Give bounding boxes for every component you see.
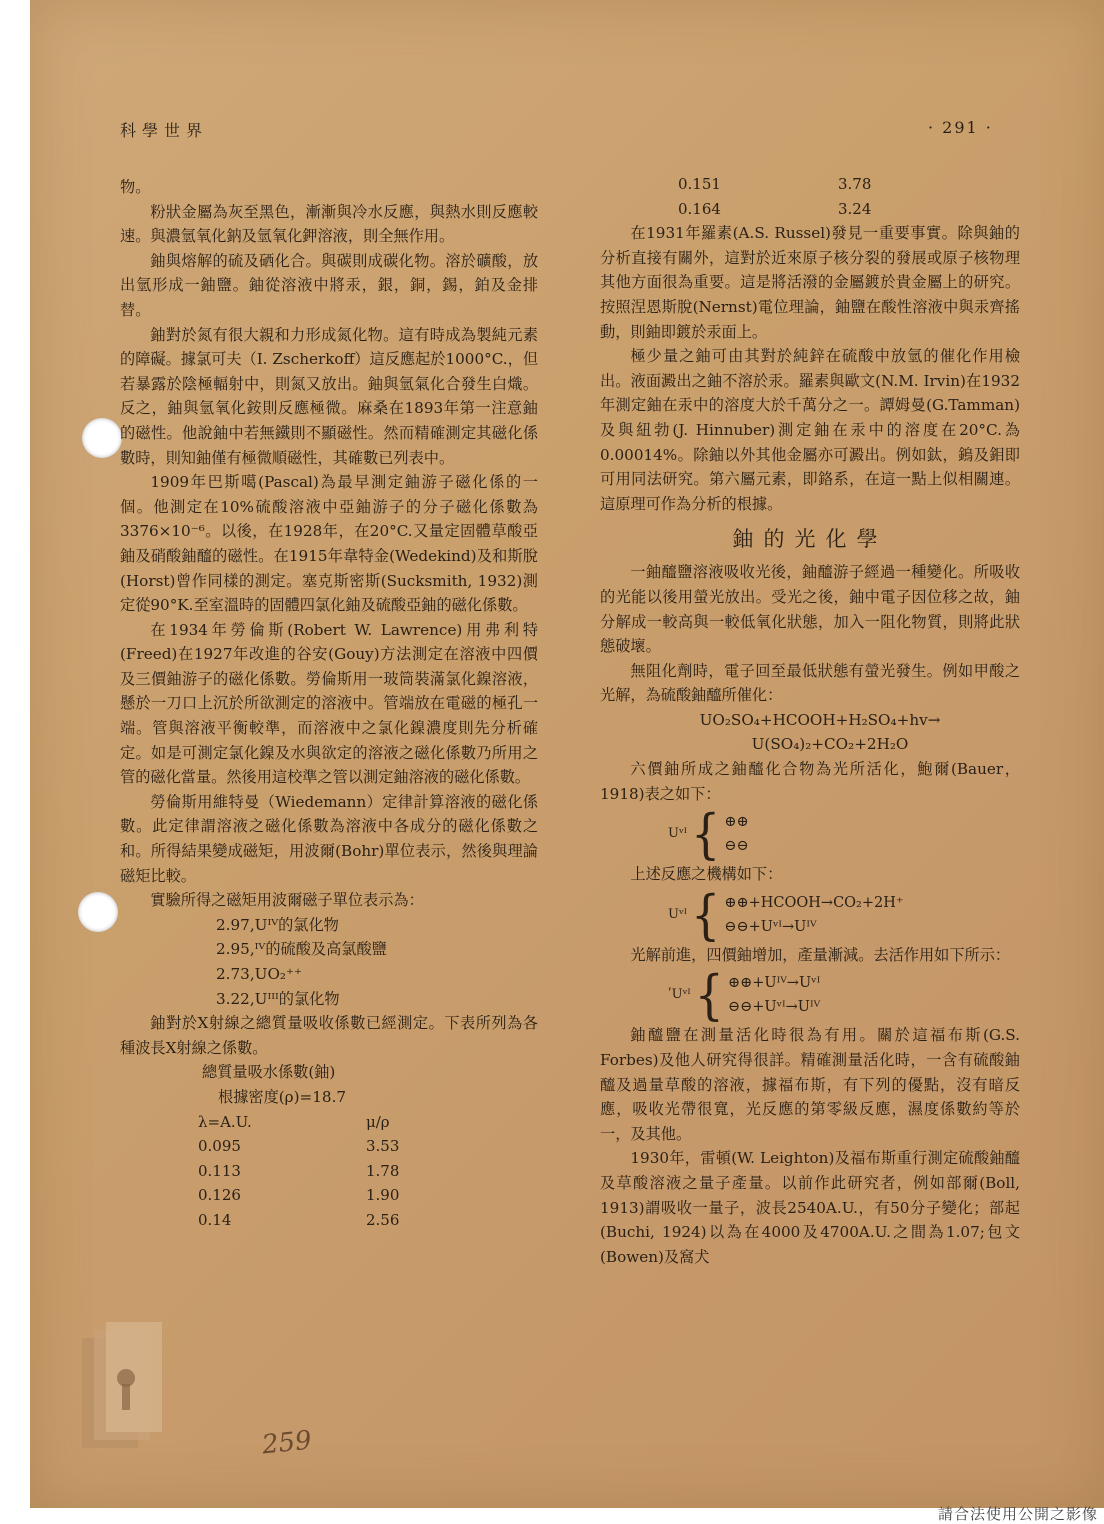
paragraph: 1909年巴斯噶(Pascal)為最早測定鈾游子磁化係的一個。他測定在10%硫酸溶液中亞鈾游子的分子磁化係數為3376×10⁻⁶。以後，在1928年，在20°C.又量定固體草酸亞鈾及硝酸鈾醯的磁性。在1915年韋特金(Wedekind)及和斯脫(Horst)曾作同樣的測定。塞克斯密斯(Sucksmith, 1932)測定從90°K.至室溫時的固體四氯化鈾及硫酸亞鈾的磁化係數。 [120, 473, 538, 615]
table-cell: 1.90 [366, 1186, 400, 1205]
table-header-cell: λ=A.U. [198, 1112, 252, 1131]
table-header-cell: μ/ρ [366, 1112, 390, 1131]
watermark: 請合法使用公開之影像 [937, 1505, 1098, 1523]
journal-title: 科學世界 [120, 121, 209, 140]
paragraph: 極少量之鈾可由其對於純鋅在硫酸中放氫的催化作用檢出。液面澱出之鈾不溶於汞。羅素與歐文(N.M. Irvin)在1932年測定鈾在汞中的溶度大於千萬分之一。譚姆曼(G.Tamman)及與紐勃(J. Hinnuber)測定鈾在汞中的溶度在20°C.為0.00014%。除鈾以外其他金屬亦可澱出。例如鈦，鎢及鉬即可用同法研究。第六屬元素，即鉻系，在這一點上似相關連。這原理可作為分析的根據。 [600, 347, 1020, 513]
table-cell: 0.113 [198, 1161, 241, 1180]
scheme-row: ⊖⊖+Uᵛᴵ→Uᴵⱽ [724, 918, 817, 935]
table-header-row [198, 1110, 399, 1135]
paragraph: 1930年，雷頓(W. Leighton)及福布斯重行測定硫酸鈾醯及草酸溶液之量子產量。以前作此研究者，例如部爾(Boll, 1913)謂吸收一量子，波長2540A.U.，有50分子變化；部起(Buchi, 1924)以為在4000及4700A.U.之間為1.07;包文(Bowen)及窩犬 [600, 1149, 1020, 1266]
paragraph: 鈾醯鹽在測量活化時很為有用。關於這福布斯(G.S. Forbes)及他人研究得很詳。精確測量活化時，一含有硫酸鈾醯及過量草酸的溶液，據福布斯，有下列的優點，沒有暗反應，吸收光帶很寬，光反應的第零級反應，濕度係數約等於一，及其他。 [600, 1026, 1020, 1143]
table-row [678, 197, 871, 222]
absorption-table [198, 1110, 399, 1233]
activation-scheme [668, 803, 1020, 866]
table-row [198, 1183, 399, 1208]
table-subtitle: 根據密度(ρ)=18.7 [218, 1087, 347, 1106]
brace-icon: { [691, 803, 721, 866]
table-cell: 0.14 [198, 1210, 232, 1229]
punch-hole [82, 418, 122, 458]
equation-line: U(SO₄)₂+CO₂+2H₂O [751, 735, 909, 754]
table-cell: 3.53 [366, 1137, 400, 1156]
paragraph: 鈾對於氮有很大親和力形成氮化物。這有時成為製純元素的障礙。據氯可夫（I. Zscherkoff）這反應起於1000°C.，但若暴露於陰極輻射中，則氮又放出。鈾與氫氣化合發生白熾。反之，鈾與氫氧化銨則反應極微。麻桑在1893年第一注意鈾的磁性。他說鈾中若無鐵則不顯磁性。然而精確測定其磁化係數時，則知鈾僅有極微順磁性，其確數已列表中。 [120, 325, 539, 467]
paragraph: 鈾對於X射線之總質量吸收係數已經測定。下表所列為各種波長X射線之係數。 [120, 1014, 538, 1057]
table-row [198, 1208, 399, 1233]
table-cell: 0.164 [678, 199, 721, 218]
table-row [198, 1159, 399, 1184]
page-number: · 291 · [928, 118, 993, 137]
uranium-label: Uᵛᴵ [668, 825, 688, 841]
paragraph: 鈾與熔解的硫及硒化合。與碳則成碳化物。溶於礦酸，放出氫形成一鈾鹽。鈾從溶液中將汞，銀，銅，錫，鉑及金排替。 [120, 251, 538, 319]
paragraph: 無阻化劑時，電子回至最低狀態有螢光發生。例如甲酸之光解，為硫酸鈾醯所催化： [600, 661, 1020, 705]
paragraph: 勞倫斯用維特曼（Wiedemann）定律計算溶液的磁化係數。此定律謂溶液之磁化係數為溶液中各成分的磁化係數之和。所得結果變成磁矩，用波爾(Bohr)單位表示，然後與理論磁矩比較。 [120, 792, 538, 885]
handwritten-note: 259 [260, 1425, 314, 1461]
paragraph: 實驗所得之磁矩用波爾磁子單位表示為： [150, 891, 424, 910]
paragraph: 一鈾醯鹽溶液吸收光後，鈾醯游子經過一種變化。所吸收的光能以後用螢光放出。受光之後，鈾中電子因位移之故，鈾分解成一較高與一較低氧化狀態，加入一阻化物質，則將此狀態破壞。 [600, 563, 1020, 656]
table-cell: 0.151 [678, 175, 721, 193]
table-row [678, 172, 871, 197]
table-cell: 3.24 [838, 199, 872, 218]
left-column [120, 175, 538, 1233]
brace-icon: { [691, 883, 721, 946]
uranium-label: ʹUᵛᴵ [668, 987, 691, 1003]
table-cell: 0.126 [198, 1186, 241, 1205]
table-cell: 0.095 [198, 1137, 241, 1156]
paragraph: 粉狀金屬為灰至黑色，漸漸與冷水反應，與熱水則反應較速。與濃氫氧化鈉及氫氧化鉀溶液，則全無作用。 [120, 202, 538, 246]
paragraph: 在1931年羅素(A.S. Russel)發見一重要事實。除與鈾的分析直接有關外，這對於近來原子核分裂的發展或原子核物理其他方面很為重要。這是將活潑的金屬鍍於貴金屬上的研究。按照涅恩斯脫(Nernst)電位理論，鈾鹽在酸性溶液中與汞齊搖動，則鈾即鍍於汞面上。 [600, 224, 1020, 341]
table-cell: 1.78 [366, 1161, 400, 1180]
absorption-table-continued [678, 172, 871, 221]
uranium-label: Uᵛᴵ [668, 906, 688, 922]
magnetic-moment-item: 2.97,Uᴵⱽ的氯化物 [216, 915, 339, 934]
table-title: 總質量吸水係數(鈾) [202, 1063, 336, 1082]
punch-hole [78, 892, 118, 932]
paragraph: 六價鈾所成之鈾醯化合物為光所活化，鮑爾(Bauer，1918)表之如下： [600, 760, 1020, 803]
right-column [600, 172, 1020, 1269]
paragraph: 物。 [120, 178, 151, 196]
scheme-row: ⊕⊕+HCOOH→CO₂+2H⁺ [724, 894, 904, 911]
table-cell: 3.78 [838, 175, 872, 193]
scheme-row: ⊕⊕+Uᴵⱽ→Uᵛᴵ [727, 975, 821, 992]
brace-icon: { [694, 964, 724, 1027]
deactivation-scheme [668, 964, 1020, 1027]
scheme-row: ⊖⊖ [724, 838, 749, 855]
paragraph: 在1934年勞倫斯(Robert W. Lawrence)用弗利特(Freed)在1927年改進的谷安(Gouy)方法測定在溶液中四價及三價鈾游子的磁化係數。勞倫斯用一玻筒裝滿氯化鎳溶液，懸於一刀口上沉於所欲測定的溶液中。管端放在電磁的極孔一端。管與溶液平衡較準，而溶液中之氯化鎳濃度則先分析確定。如是可測定氯化鎳及水與欲定的溶液之磁化係數乃所用之管的磁化當量。然後用這校準之管以測定鈾溶液的磁化係數。 [120, 620, 538, 787]
equation-line: UO₂SO₄+HCOOH+H₂SO₄+hv→ [699, 710, 941, 729]
scheme-row: ⊕⊕ [724, 814, 749, 831]
table-row [198, 1134, 399, 1159]
table-cell: 2.56 [366, 1210, 400, 1229]
paragraph: 上述反應之機構如下： [630, 865, 783, 884]
scheme-row: ⊖⊖+Uᵛᴵ→Uᴵⱽ [727, 999, 821, 1016]
library-stamp-icon [64, 1318, 174, 1468]
mechanism-scheme [668, 883, 1020, 946]
magnetic-moment-item: 2.95,ᴵⱽ的硫酸及高氯酸鹽 [216, 940, 387, 959]
section-heading: 鈾的光化學 [732, 527, 888, 552]
magnetic-moment-item: 3.22,Uᴵᴵᴵ的氯化物 [216, 989, 340, 1008]
magnetic-moment-item: 2.73,UO₂⁺⁺ [216, 965, 303, 983]
paragraph: 光解前進，四價鈾增加，產量漸減。去活作用如下所示： [630, 945, 1011, 964]
